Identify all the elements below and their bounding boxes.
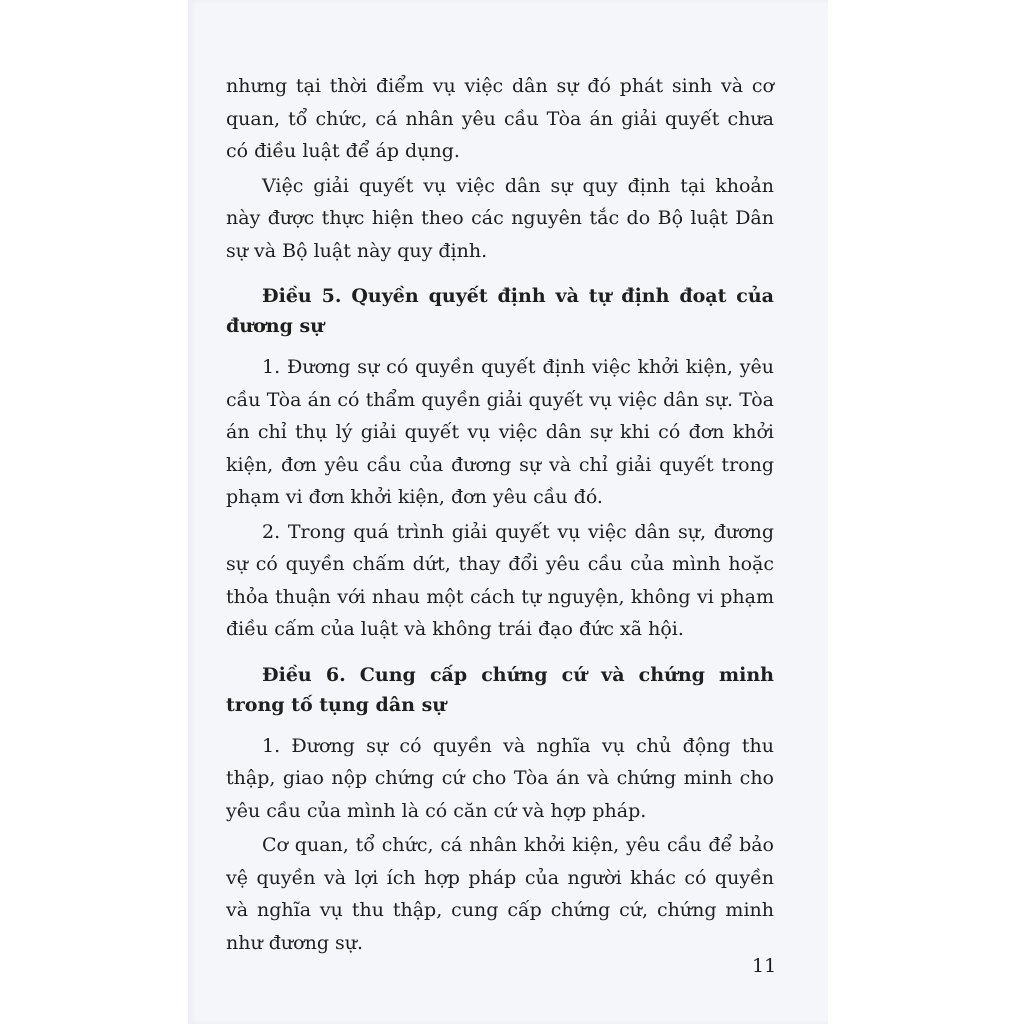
article-6-heading: Điều 6. Cung cấp chứng cứ và chứng minh trong tố tụng dân sự [226,663,774,716]
article-6-clause-1: 1. Đương sự có quyền và nghĩa vụ chủ động thu thập, giao nộp chứng cứ cho Tòa án và chứng minh cho yêu cầu của mình là có căn cứ và hợp pháp. [226,734,774,822]
page-text [226,70,774,961]
paragraph-principles: Việc giải quyết vụ việc dân sự quy định tại khoản này được thực hiện theo các nguyên tắc do Bộ luật Dân sự và Bộ luật này quy định. [226,174,774,262]
article-5-heading: Điều 5. Quyền quyết định và tự định đoạt của đương sự [226,285,774,337]
paragraph-continuation: nhưng tại thời điểm vụ việc dân sự đó phát sinh và cơ quan, tổ chức, cá nhân yêu cầu Tòa án giải quyết chưa có điều luật để áp dụng. [226,75,774,162]
page-number: 11 [752,955,777,977]
article-5-clause-2: 2. Trong quá trình giải quyết vụ việc dân sự, đương sự có quyền chấm dứt, thay đổi yêu cầu của mình hoặc thỏa thuận với nhau một cách tự nguyện, không vi phạm điều cấm của luật và không trái đạo đức xã hội. [226,520,774,640]
article-6-paragraph-2: Cơ quan, tổ chức, cá nhân khởi kiện, yêu cầu để bảo vệ quyền và lợi ích hợp pháp của người khác có quyền và nghĩa vụ thu thập, cung cấp chứng cứ, chứng minh như đương sự. [226,834,774,954]
article-5-clause-1: 1. Đương sự có quyền quyết định việc khởi kiện, yêu cầu Tòa án có thẩm quyền giải quyết vụ việc dân sự. Tòa án chỉ thụ lý giải quyết vụ việc dân sự khi có đơn khởi kiện, đơn yêu cầu của đương sự và chỉ giải quyết trong phạm vi đơn khởi kiện, đơn yêu cầu đó. [226,356,774,508]
